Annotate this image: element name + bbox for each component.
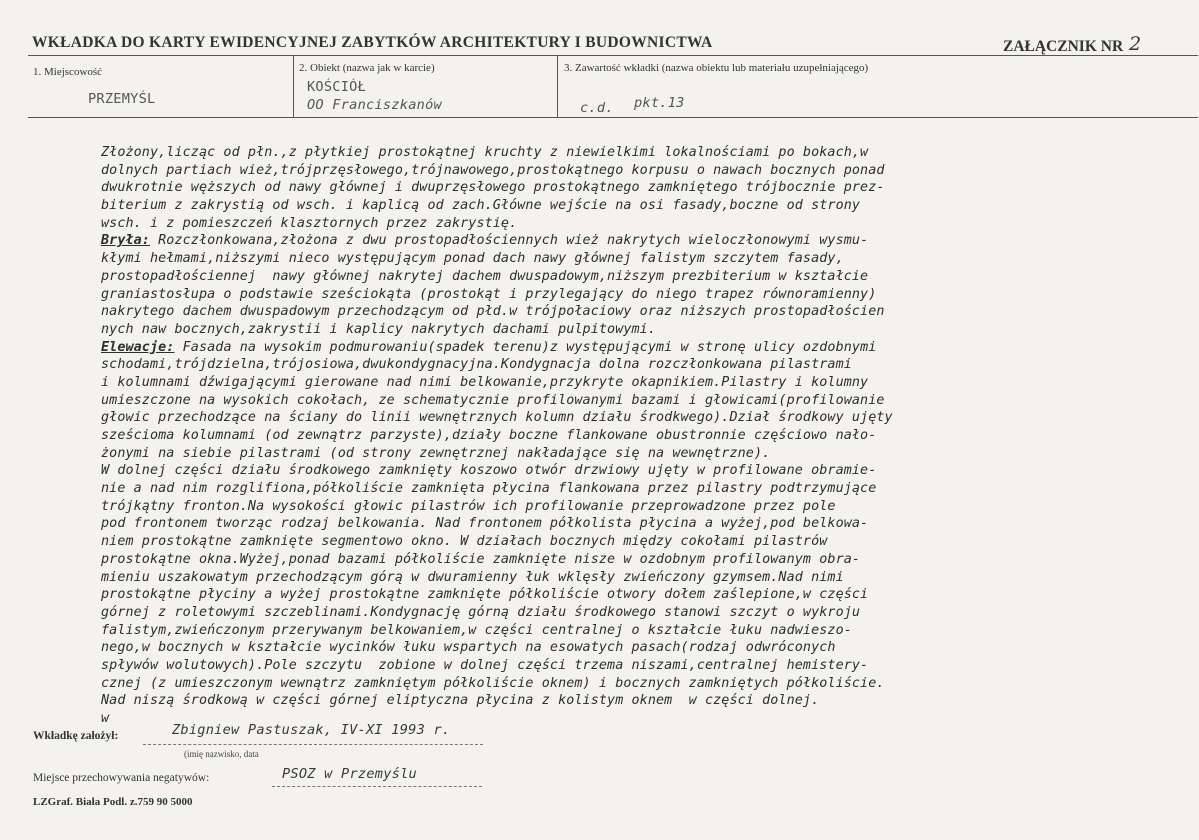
object-label: 2. Obiekt (nazwa jak w karcie)	[299, 62, 435, 74]
body-line: nie a nad nim rozglifiona,półkoliście zamknięta płycina flankowana przez pilastry podtrzymujące	[101, 481, 877, 497]
printer-imprint: LZGraf. Biała Podl. z.759 90 5000	[33, 796, 193, 808]
body-line: prostokątne okna.Wyżej,ponad bazami półkoliście zamknięte nisze w ozdobnym profilowanym obra-	[101, 551, 861, 567]
annex-number: 2	[1129, 33, 1142, 55]
body-line: i kolumnami dźwigającymi gierowane nad nimi belkowanie,przykryte okapnikiem.Pilastry i kolumny	[101, 374, 869, 390]
object-value-line-2: OO Franciszkanów	[307, 97, 442, 113]
body-line: nego,w bocznych w kształcie wycinków łuku wspartych na esowatych pasach(rodzaj odwróconych	[101, 640, 836, 656]
storage-value: PSOZ w Przemyślu	[282, 766, 417, 782]
body-line: W dolnej części działu środkowego zamknięty koszowo otwór drzwiowy ujęty w profilowane obramie-	[101, 463, 877, 479]
body-line: prostopadłościennej nawy głównej nakrytej dachem dwuspadowym,niższym prezbiterium w kształcie	[101, 268, 869, 284]
contents-value-cd: c.d.	[580, 100, 614, 116]
body-line: nych naw bocznych,zakrystii i kaplicy nakrytych dachami pulpitowymi.	[101, 321, 657, 337]
section-heading: Elewacje:	[101, 339, 175, 355]
annex-label-text: ZAŁĄCZNIK NR	[1003, 38, 1124, 55]
header-rule-bottom	[28, 117, 1198, 118]
field-divider-1	[293, 56, 294, 117]
body-line: wsch. i z pomieszczeń klasztornych przez zakrystię.	[101, 215, 518, 231]
body-line: żonymi na siebie pilastrami (od strony zewnętrznej nakładające się na wewnętrzne).	[101, 445, 771, 461]
body-line: w	[101, 711, 110, 726]
body-line: dolnych partiach wież,trójprzęsłowego,trójnawowego,prostokątnego korpusu o nawach bocznych ponad	[101, 162, 885, 178]
body-line: mieniu uszakowatym przechodzącym górą w dwuramienny łuk wklęsły zwieńczony gzymsem.Nad nimi	[101, 569, 844, 585]
body-line: niem prostokątne zamknięte segmentowo okno. W działach bocznych między cokołami pilastrów	[101, 534, 828, 550]
locality-value: PRZEMYŚL	[88, 91, 156, 107]
body-line: prostokątne płyciny a wyżej prostokątne zamknięte półkoliście otwory dołem zaślepione,w części	[101, 587, 869, 603]
body-line: trójkątny fronton.Na wysokości głowic pilastrów ich profilowanie przeprowadzone przez pole	[101, 498, 836, 514]
body-line: głowic przechodzące na ściany do linii wewnętrznych kolumn działu środkwego).Dział środkowy ujęty	[101, 410, 893, 426]
prepared-by-line	[143, 744, 483, 745]
body-line: sześcioma kolumnami (od zewnątrz parzyste),działy boczne flankowane obustronnie częściowo nało-	[101, 428, 877, 443]
annex-label	[1003, 34, 1141, 56]
body-line: pod frontonem tworząc rodzaj belkowania. Nad frontonem półkolista płycina a wyżej,pod belkowa-	[101, 516, 869, 532]
body-line: umieszczone na wysokich cokołach, ze schematycznie profilowanymi bazami i głowicami(profilowanie	[101, 392, 885, 408]
body-line: górnej z roletowymi szczeblinami.Kondygnację górną działu środkowego stanowi szczyt o wykroju	[101, 604, 861, 620]
locality-label: 1. Miejscowość	[33, 66, 103, 78]
contents-label: 3. Zawartość wkładki (nazwa obiektu lub materiału uzupełniającego)	[564, 62, 869, 74]
body-line: Bryła: Rozczłonkowana,złożona z dwu prostopadłościennych wież nakrytych wieloczłonowymi wysmu-	[101, 233, 869, 249]
section-heading: Bryła:	[101, 233, 150, 249]
body-line: Elewacje: Fasada na wysokim podmurowaniu(spadek terenu)z występującymi w stronę ulicy ozdobnymi	[101, 339, 877, 355]
body-line: schodami,trójdzielna,trójosiowa,dwukondygnacyjna.Kondygnacja dolna rozczłonkowana pilastrami	[101, 357, 852, 373]
prepared-by-label: Wkładkę założył:	[33, 730, 119, 742]
body-line: dwukrotnie węższych od nawy głównej i dwuprzęsłowego prostokątnego zamkniętego trójbocznie prez-	[101, 180, 885, 196]
field-divider-2	[557, 56, 558, 117]
body-line: Złożony,licząc od płn.,z płytkiej prostokątnej kruchty z niewielkimi lokalnościami po bokach,w	[101, 145, 869, 160]
form-title: WKŁADKA DO KARTY EWIDENCYJNEJ ZABYTKÓW ARCHITEKTURY I BUDOWNICTWA	[32, 34, 713, 51]
body-line: nakrytego dachem dwuspadowym przechodzącym od płd.w trójpołaciowy oraz niższych prostopadłościen	[101, 304, 885, 320]
storage-label: Miejsce przechowywania negatywów:	[33, 772, 210, 784]
prepared-by-hint: (imię nazwisko, data	[184, 749, 259, 759]
body-line: Nad niszą środkową w części górnej eliptyczna płycina z kolistym oknem w części dolnej.	[101, 693, 820, 709]
body-line: biterium z zakrystią od wsch. i kaplicą od zach.Główne wejście na osi fasady,boczne od strony	[101, 198, 861, 214]
prepared-by-value: Zbigniew Pastuszak, IV-XI 1993 r.	[172, 722, 451, 738]
body-line: spływów wolutowych).Pole szczytu zobione w dolnej części trzema niszami,centralnej hemistery-	[101, 657, 869, 673]
body-line: graniastosłupa o podstawie sześciokąta (prostokąt i przylegający do niego trapez równoramienny)	[101, 286, 877, 302]
contents-value-pkt: pkt.13	[634, 95, 685, 111]
object-value-line-1: KOŚCIÓŁ	[307, 79, 367, 95]
body-line: kłymi hełmami,niższymi nieco występującym ponad dach nawy głównej falistym szczytem fasady,	[101, 251, 844, 267]
body-line: falistym,zwieńczonym przerywanym belkowaniem,w części centralnej o kształcie łuku nadwieszo-	[101, 622, 852, 638]
header-rule-top	[28, 55, 1198, 56]
body-line: cznej (z umieszczonym wewnątrz zamkniętym półkoliście oknem) i bocznych zamkniętych półkoliście.	[101, 675, 885, 691]
description-text	[101, 144, 1191, 728]
storage-line	[272, 786, 482, 787]
